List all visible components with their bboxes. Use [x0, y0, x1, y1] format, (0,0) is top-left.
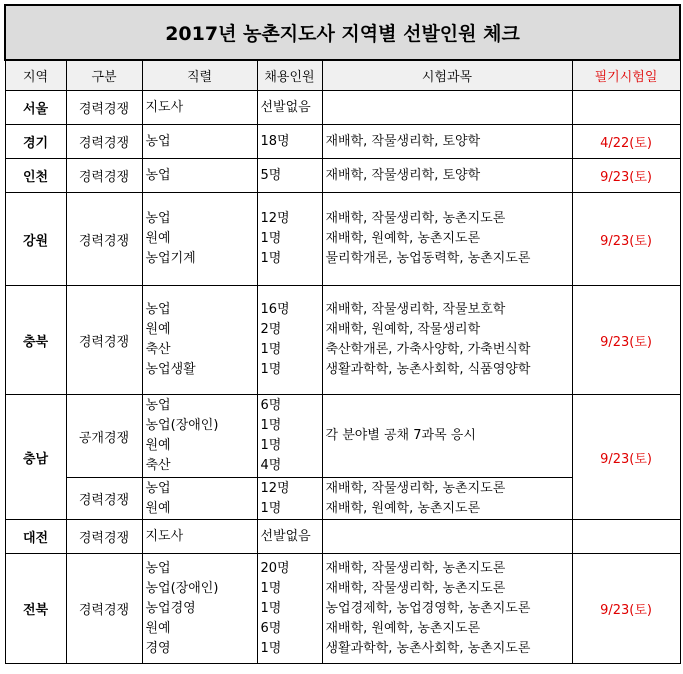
category-cell: 경력경쟁: [66, 554, 142, 664]
exam-date-cell: 9/23(토): [572, 193, 680, 286]
subjects-cell: [322, 554, 572, 664]
count-line: 선발없음: [260, 528, 311, 544]
position-line: 농업경영: [145, 600, 196, 616]
region-cell: 충남: [5, 395, 66, 520]
subjects-cell: [322, 478, 572, 520]
position-line: 농업(장애인): [145, 418, 219, 433]
position-cell: [142, 520, 257, 554]
position-line: 농업: [145, 133, 171, 149]
count-line: 1명: [260, 362, 282, 377]
count-cell: [257, 520, 322, 554]
table-row: [5, 554, 680, 664]
exam-date-cell: 9/23(토): [572, 286, 680, 395]
subject-line: 재배학, 원예학, 작물생리학: [325, 322, 481, 337]
region-cell: 서울: [5, 91, 66, 125]
count-cell: [257, 193, 322, 286]
count-line: 18명: [260, 133, 290, 149]
subject-line: 재배학, 작물생리학, 농촌지도론: [325, 580, 506, 596]
recruitment-table-sheet: [4, 4, 679, 670]
position-line: 원예: [145, 231, 171, 246]
position-line: 원예: [145, 322, 171, 337]
count-line: 1명: [260, 342, 282, 357]
position-line: 농업: [145, 560, 171, 576]
count-cell: [257, 395, 322, 478]
header-count: 채용인원: [257, 60, 322, 91]
subject-line: 생활과학학, 농촌사회학, 농촌지도론: [325, 640, 531, 656]
exam-date-cell: 9/23(토): [572, 554, 680, 664]
count-line: 1명: [260, 640, 282, 656]
exam-date-cell: 4/22(토): [572, 125, 680, 159]
header-position: 직렬: [142, 60, 257, 91]
count-cell: [257, 554, 322, 664]
header-row: [5, 60, 680, 91]
count-line: 1명: [260, 251, 282, 266]
region-cell: 충북: [5, 286, 66, 395]
subject-line: 재배학, 원예학, 농촌지도론: [325, 620, 481, 636]
category-cell: 경력경쟁: [66, 478, 142, 520]
position-line: 농업: [145, 167, 171, 183]
region-cell: 전북: [5, 554, 66, 664]
count-cell: [257, 286, 322, 395]
subjects-cell: [322, 395, 572, 478]
region-cell: 강원: [5, 193, 66, 286]
position-line: 농업기계: [145, 251, 196, 266]
region-cell: 경기: [5, 125, 66, 159]
exam-date-cell: 9/23(토): [572, 159, 680, 193]
position-cell: [142, 159, 257, 193]
count-line: 1명: [260, 231, 282, 246]
position-line: 축산: [145, 342, 171, 357]
exam-date-cell: [572, 91, 680, 125]
subject-line: 재배학, 원예학, 농촌지도론: [325, 500, 481, 516]
position-line: 원예: [145, 620, 171, 636]
count-line: 2명: [260, 322, 282, 337]
position-cell: [142, 554, 257, 664]
table-row: [5, 395, 680, 478]
subject-line: 각 분야별 공채 7과목 응시: [325, 428, 476, 443]
position-line: 농업: [145, 302, 171, 317]
subject-line: 재배학, 작물생리학, 작물보호학: [325, 302, 506, 317]
category-cell: 경력경쟁: [66, 520, 142, 554]
position-line: 원예: [145, 438, 171, 453]
count-cell: [257, 478, 322, 520]
subjects-cell: [322, 125, 572, 159]
count-line: 선발없음: [260, 99, 311, 115]
subject-line: 재배학, 작물생리학, 농촌지도론: [325, 560, 506, 576]
count-line: 20명: [260, 560, 290, 576]
count-line: 12명: [260, 211, 290, 226]
position-line: 농업생활: [145, 362, 196, 377]
category-cell: 공개경쟁: [66, 395, 142, 478]
category-cell: 경력경쟁: [66, 91, 142, 125]
table-title: 2017년 농촌지도사 지역별 선발인원 체크: [5, 5, 680, 60]
region-cell: 대전: [5, 520, 66, 554]
header-exam-date: 필기시험일: [572, 60, 680, 91]
count-line: 16명: [260, 302, 290, 317]
position-cell: [142, 478, 257, 520]
count-line: 1명: [260, 600, 282, 616]
subjects-cell: [322, 159, 572, 193]
count-line: 5명: [260, 167, 282, 183]
header-category: 구분: [66, 60, 142, 91]
header-subjects: 시험과목: [322, 60, 572, 91]
subject-line: 재배학, 작물생리학, 농촌지도론: [325, 480, 506, 496]
position-line: 농업: [145, 480, 171, 496]
subject-line: 축산학개론, 가축사양학, 가축번식학: [325, 342, 531, 357]
table-row: [5, 193, 680, 286]
count-cell: [257, 91, 322, 125]
count-line: 12명: [260, 480, 290, 496]
position-line: 농업: [145, 211, 171, 226]
position-line: 지도사: [145, 528, 184, 544]
position-cell: [142, 395, 257, 478]
count-cell: [257, 159, 322, 193]
count-line: 4명: [260, 458, 282, 473]
count-line: 1명: [260, 500, 282, 516]
subjects-cell: [322, 286, 572, 395]
exam-date-cell: [572, 520, 680, 554]
subject-line: 물리학개론, 농업동력학, 농촌지도론: [325, 251, 531, 266]
position-line: 농업(장애인): [145, 580, 219, 596]
subject-line: 재배학, 작물생리학, 토양학: [325, 133, 481, 149]
region-cell: 인천: [5, 159, 66, 193]
category-cell: 경력경쟁: [66, 159, 142, 193]
position-line: 축산: [145, 458, 171, 473]
count-line: 6명: [260, 620, 282, 636]
count-line: 1명: [260, 438, 282, 453]
header-region: 지역: [5, 60, 66, 91]
count-cell: [257, 125, 322, 159]
count-line: 6명: [260, 398, 282, 413]
table-row: [5, 125, 680, 159]
count-line: 1명: [260, 580, 282, 596]
position-cell: [142, 125, 257, 159]
position-cell: [142, 91, 257, 125]
position-cell: [142, 286, 257, 395]
position-cell: [142, 193, 257, 286]
subjects-cell: [322, 193, 572, 286]
subjects-cell: [322, 520, 572, 554]
subject-line: 재배학, 작물생리학, 농촌지도론: [325, 211, 506, 226]
table-row: [5, 286, 680, 395]
category-cell: 경력경쟁: [66, 286, 142, 395]
subject-line: 농업경제학, 농업경영학, 농촌지도론: [325, 600, 531, 616]
exam-date-cell: 9/23(토): [572, 395, 680, 520]
table-row: [5, 91, 680, 125]
table-row: [5, 159, 680, 193]
subject-line: 재배학, 원예학, 농촌지도론: [325, 231, 481, 246]
position-line: 지도사: [145, 99, 184, 115]
recruitment-table: [4, 4, 681, 664]
subjects-cell: [322, 91, 572, 125]
position-line: 농업: [145, 398, 171, 413]
position-line: 경영: [145, 640, 171, 656]
subject-line: 재배학, 작물생리학, 토양학: [325, 167, 481, 183]
category-cell: 경력경쟁: [66, 125, 142, 159]
position-line: 원예: [145, 500, 171, 516]
category-cell: 경력경쟁: [66, 193, 142, 286]
subject-line: 생활과학학, 농촌사회학, 식품영양학: [325, 362, 531, 377]
table-row: [5, 520, 680, 554]
count-line: 1명: [260, 418, 282, 433]
